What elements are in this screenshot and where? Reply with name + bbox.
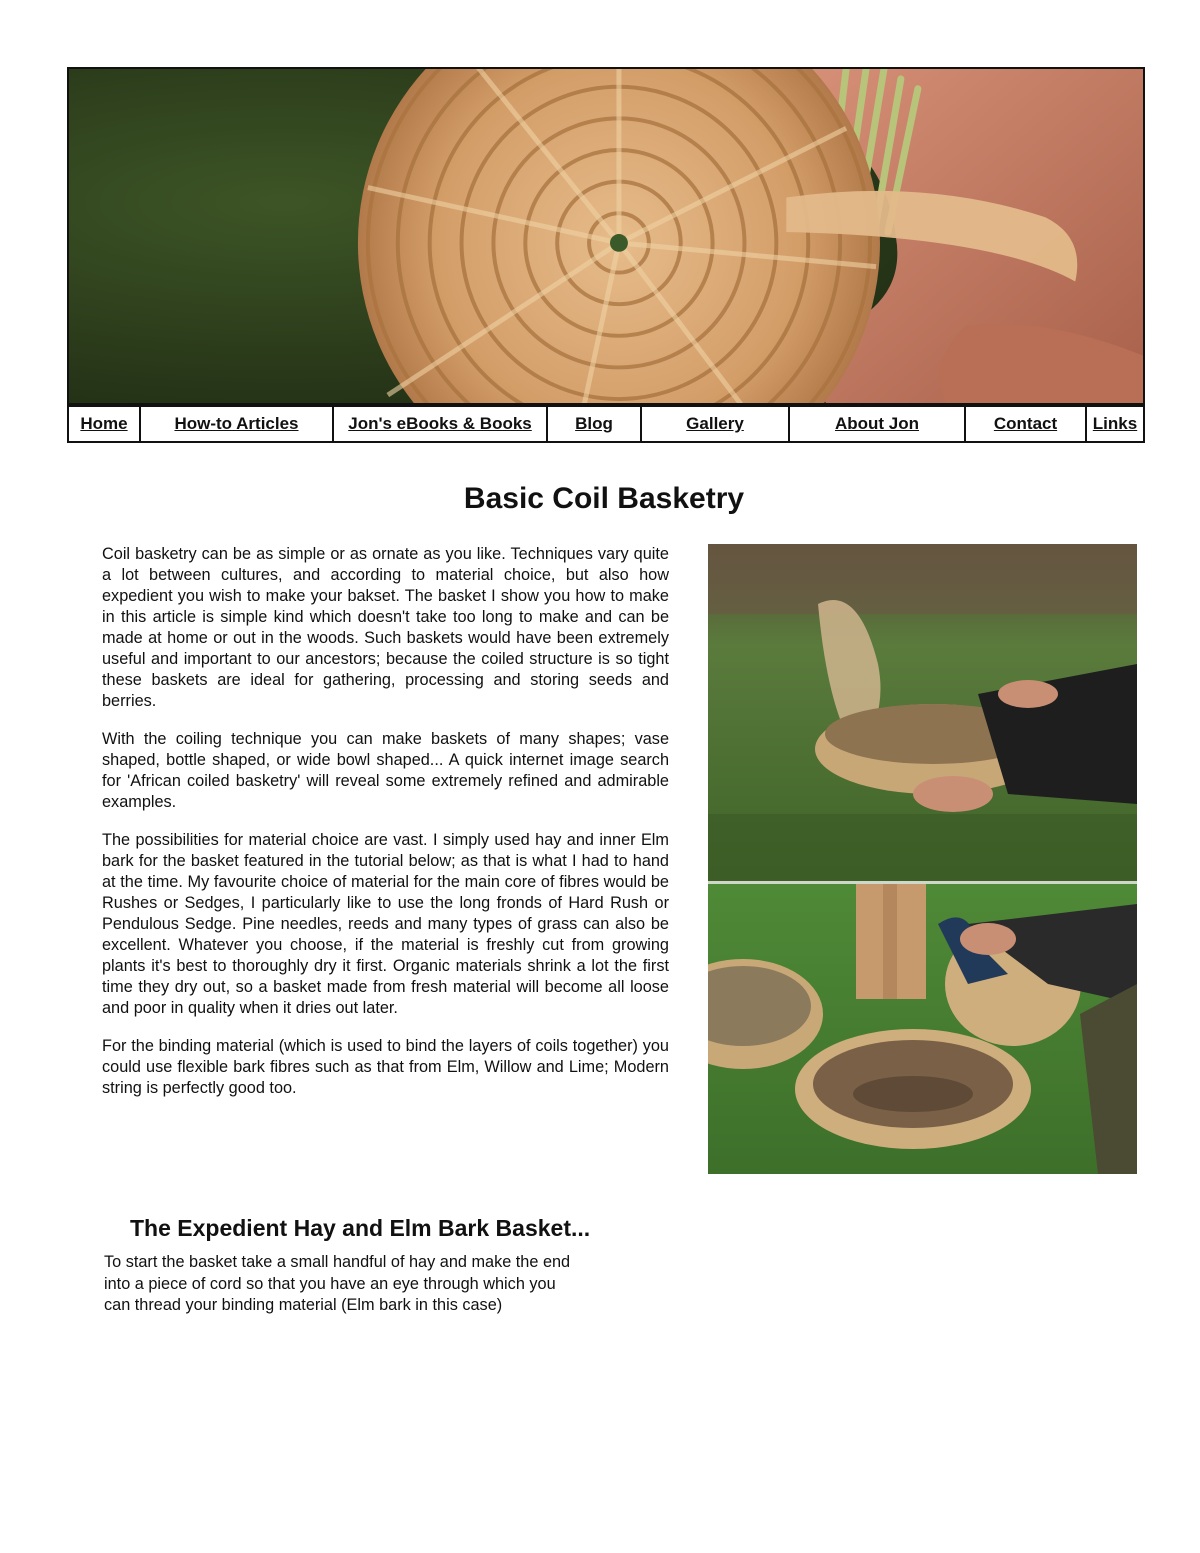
- basket-coil-photo: [69, 69, 1143, 403]
- nav-links[interactable]: Links: [1092, 414, 1138, 433]
- article-paragraph: For the binding material (which is used to bind the layers of coils together) you could use flexible bark fibres such as that from Elm, Willow and Lime; Modern string is perfectly good too.: [102, 1037, 669, 1097]
- winnowing-and-water-photo: [708, 544, 1137, 1174]
- section-title: The Expedient Hay and Elm Bark Basket...: [130, 1215, 591, 1241]
- page-title: Basic Coil Basketry: [463, 482, 745, 515]
- article-body: [102, 544, 669, 1116]
- nav-how-to-articles[interactable]: How-to Articles: [141, 407, 334, 441]
- nav-about-jon[interactable]: About Jon: [790, 407, 966, 441]
- nav-gallery[interactable]: Gallery: [642, 407, 790, 441]
- nav-home[interactable]: Home: [69, 407, 141, 441]
- header-banner-image: [67, 67, 1145, 405]
- section-intro: To start the basket take a small handful of hay and make the end into a piece of cord so that you have an eye through which you can thread your binding material (Elm bark in this case): [104, 1253, 571, 1314]
- article-paragraph: Coil basketry can be as simple or as ornate as you like. Techniques vary quite a lot between cultures, and according to material choice, but also how expedient you wish to make your bakset. The basket I show you how to make in this article is simple kind which doesn't take too long to make and can be made at home or out in the woods. Such baskets would have been extremely useful and important to our ancestors; because the coiled structure is so tight these baskets are ideal for gathering, processing and storing seeds and berries.: [102, 545, 669, 710]
- article-paragraph: The possibilities for material choice are vast. I simply used hay and inner Elm bark for the basket featured in the tutorial below; as that is what I had to hand at the time. My favourite choice of material for the main core of fibres would be Rushes or Sedges, I particularly like to use the long fronds of Hard Rush or Pendulous Sedge. Pine needles, reeds and many types of grass can also be excellent. Whatever you choose, if the material is freshly cut from growing plants it's best to thoroughly dry it first. Organic materials shrink a lot the first time they dry out, so a basket made from fresh material will become all loose and poor in quality when it dries out later.: [102, 831, 669, 1017]
- nav-contact[interactable]: Contact: [966, 407, 1087, 441]
- nav-blog[interactable]: Blog: [548, 407, 642, 441]
- nav-ebooks-books[interactable]: Jon's eBooks & Books: [334, 407, 548, 441]
- main-nav: [67, 405, 1145, 443]
- basket-use-photos: [708, 544, 1137, 1174]
- article-paragraph: With the coiling technique you can make baskets of many shapes; vase shaped, bottle shaped, or wide bowl shaped... A quick internet image search for 'African coiled basketry' will reveal some extremely refined and admirable examples.: [102, 730, 669, 811]
